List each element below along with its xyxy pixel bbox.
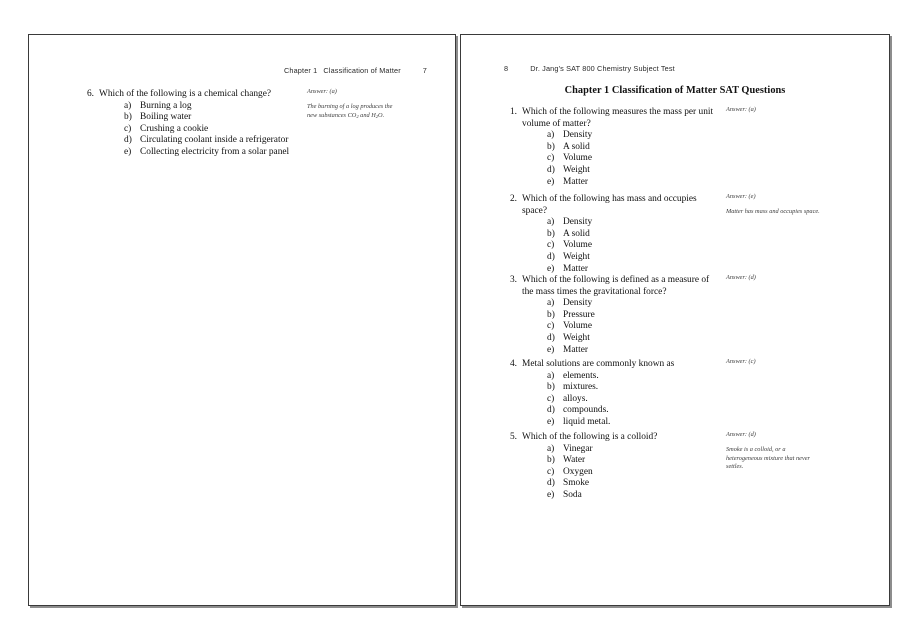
choice-text: Crushing a cookie [140,123,209,134]
choice-item[interactable] [522,298,719,310]
choice-text: Circulating coolant inside a refrigerator [140,135,289,146]
choice-item[interactable] [522,264,719,276]
choice-letter: a) [547,298,555,309]
choice-letter: d) [547,332,555,343]
choice-list [522,444,719,502]
choice-item[interactable] [522,240,719,252]
answer-label: Answer: (a) [307,88,337,95]
choice-letter: b) [547,309,555,320]
question-block [504,194,719,275]
choice-text: Matter [563,344,588,355]
page-number-right: 8 [504,64,509,73]
choice-text: A solid [563,228,590,239]
choice-letter: e) [547,489,555,500]
choice-text: Soda [563,489,582,500]
choice-text: Weight [563,164,590,175]
question-number: 3. [509,275,517,285]
subscript: 2 [356,113,359,119]
choice-text: alloys. [563,393,588,404]
question-block [504,432,719,502]
choice-item[interactable] [522,394,719,406]
choice-item[interactable] [522,382,719,394]
choice-letter: c) [547,393,555,404]
answer-explanation [307,103,403,121]
choice-text: liquid metal. [563,416,611,427]
question-number: 1. [509,107,517,117]
choice-letter: c) [547,321,555,332]
choice-text: elements. [563,370,599,381]
choice-item[interactable] [522,252,719,264]
choice-letter: d) [124,135,132,146]
choice-letter: a) [547,370,555,381]
choice-text: Density [563,298,593,309]
choice-text: Density [563,217,593,228]
choice-text: A solid [563,141,590,152]
question-stem: Which of the following has mass and occupies space? [522,194,697,216]
running-head-book-title: Dr. Jang's SAT 800 Chemistry Subject Test [530,64,675,73]
choice-text: Weight [563,332,590,343]
choice-letter: c) [124,123,132,134]
page-left [28,34,456,606]
running-head-chapter-title: Classification of Matter [323,66,401,75]
choice-letter: e) [547,263,555,274]
choice-letter: b) [547,228,555,239]
choice-item[interactable] [522,229,719,241]
question-block [504,359,719,429]
subscript: 2 [375,113,379,119]
choice-item[interactable] [522,417,719,429]
choice-letter: b) [547,455,555,466]
question-block [504,107,719,188]
choice-letter: e) [547,416,555,427]
running-head-chapter: Chapter 1 [283,66,318,75]
choice-item[interactable] [99,124,303,136]
running-head-left [284,66,427,75]
answer-explanation: Matter has mass and occupies space. [726,208,820,216]
choice-item[interactable] [99,112,303,124]
choice-item[interactable] [522,345,719,357]
choice-text: Matter [563,263,588,274]
choice-item[interactable] [99,147,303,159]
choice-text: Matter [563,176,588,187]
choice-letter: b) [124,112,132,123]
question-stem: Which of the following is a colloid? [522,432,658,442]
choice-text: Water [563,455,586,466]
question-block [504,275,719,356]
choice-item[interactable] [522,177,719,189]
choice-letter: d) [547,478,555,489]
margin-note [726,274,822,289]
choice-text: Boiling water [140,112,192,123]
choice-text: Collecting electricity from a solar panel [140,146,290,157]
explanation-part: O. [378,111,385,119]
choice-text: Oxygen [563,466,593,477]
choice-item[interactable] [522,455,719,467]
choice-item[interactable] [99,135,303,147]
choice-item[interactable] [522,310,719,322]
choice-list [522,217,719,275]
answer-label: Answer: (d) [726,431,756,438]
answer-label: Answer: (a) [726,106,756,113]
choice-item[interactable] [522,130,719,142]
explanation-part: and H [358,111,376,119]
choice-text: Pressure [563,309,595,320]
choice-item[interactable] [522,478,719,490]
choice-text: Burning a log [140,100,192,111]
choice-letter: b) [547,382,555,393]
page-right [460,34,890,606]
answer-label: Answer: (d) [726,274,756,281]
choice-text: compounds. [563,405,609,416]
question-stem: Which of the following measures the mass per unit volume of matter? [522,107,714,129]
question-number: 5. [509,432,517,442]
choice-letter: c) [547,153,555,164]
choice-item[interactable] [522,142,719,154]
margin-note [726,106,822,121]
question-stem: Which of the following is defined as a measure of the mass times the gravitational force? [522,275,710,297]
choice-item[interactable] [522,217,719,229]
choice-text: Weight [563,251,590,262]
choice-item[interactable] [522,490,719,502]
choice-list [522,298,719,356]
choice-item[interactable] [522,405,719,417]
choice-text: Volume [563,153,592,164]
margin-note [726,431,822,472]
choice-letter: a) [547,443,555,454]
margin-note [726,358,822,373]
choice-text: Density [563,130,593,141]
choice-letter: c) [547,240,555,251]
choice-list [522,371,719,429]
choice-item[interactable] [522,444,719,456]
choice-letter: a) [547,217,555,228]
question-stem: Which of the following is a chemical change? [99,89,272,99]
choice-item[interactable] [522,153,719,165]
question-stem: Metal solutions are commonly known as [522,359,675,369]
section-title: Chapter 1 Classification of Matter SAT Questions [564,85,786,96]
choice-letter: e) [547,176,555,187]
question-number: 2. [509,194,517,204]
choice-text: Volume [563,321,592,332]
choice-item[interactable] [522,165,719,177]
explanation-part: The burning of a log produces the new substances CO [307,103,393,119]
choice-letter: d) [547,251,555,262]
choice-text: mixtures. [563,382,599,393]
question-block [81,89,303,159]
choice-letter: d) [547,164,555,175]
choice-letter: a) [124,100,132,111]
question-number: 4. [509,359,517,369]
choice-text: Volume [563,240,592,251]
choice-text: Vinegar [563,443,593,454]
choice-item[interactable] [522,371,719,383]
answer-label: Answer: (c) [726,358,756,365]
choice-letter: e) [124,146,132,157]
choice-item[interactable] [522,321,719,333]
choice-item[interactable] [522,333,719,345]
running-head-right [504,64,675,73]
margin-note [726,193,822,217]
choice-list [99,101,303,159]
choice-letter: c) [547,466,555,477]
question-number: 6. [86,89,94,99]
choice-text: Smoke [563,478,590,489]
choice-item[interactable] [99,101,303,113]
answer-label: Answer: (e) [726,193,756,200]
page-number-left: 7 [422,66,427,75]
choice-letter: e) [547,344,555,355]
answer-explanation: Smoke is a colloid, or a heterogeneous mixture that never settles. [726,446,810,471]
choice-letter: b) [547,141,555,152]
margin-note [307,88,403,121]
choice-list [522,130,719,188]
choice-letter: d) [547,405,555,416]
choice-letter: a) [547,130,555,141]
choice-item[interactable] [522,467,719,479]
